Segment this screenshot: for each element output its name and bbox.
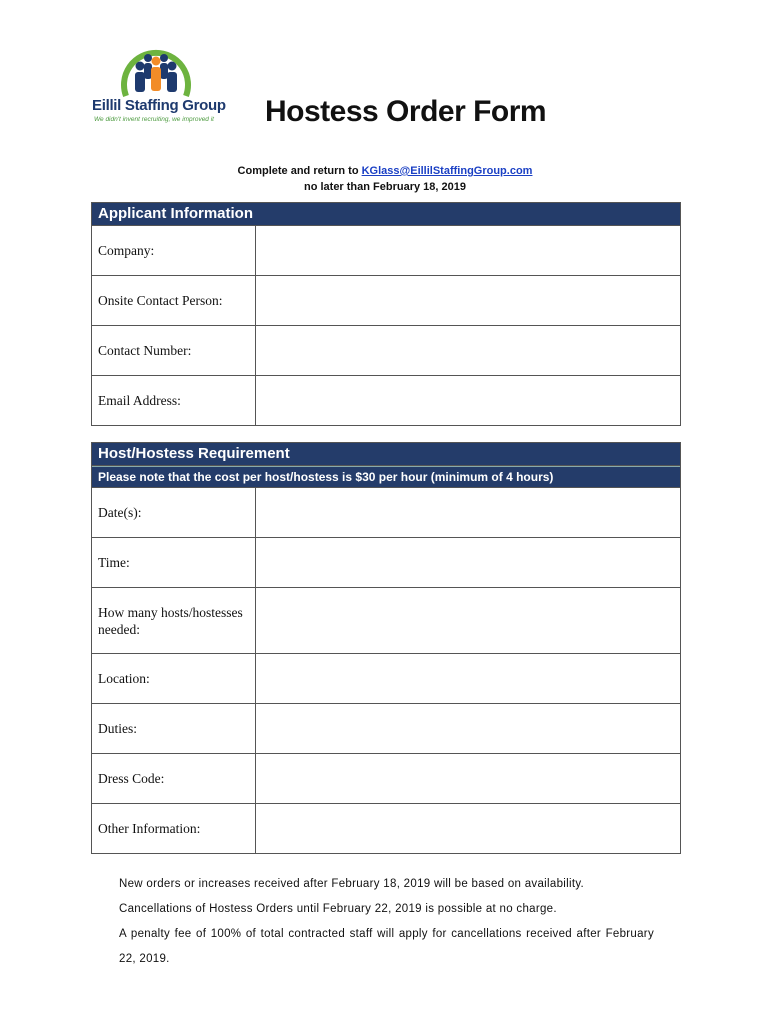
location-label: Location:	[92, 654, 256, 703]
logo-name: Eillil Staffing Group	[92, 97, 226, 114]
time-row	[92, 538, 680, 588]
applicant-heading: Applicant Information	[92, 203, 680, 226]
contact-person-row	[92, 276, 680, 326]
order-notes	[119, 872, 654, 972]
time-label: Time:	[92, 538, 256, 587]
dates-row	[92, 488, 680, 538]
company-row	[92, 226, 680, 276]
hosts-needed-field[interactable]	[256, 588, 680, 653]
note-cancellation: Cancellations of Hostess Orders until February 22, 2019 is possible at no charge.	[119, 903, 557, 915]
hosts-needed-label: How many hosts/hostesses needed:	[92, 588, 256, 653]
instructions-line-1	[0, 165, 770, 177]
duties-label: Duties:	[92, 704, 256, 753]
logo-tagline: We didn't invent recruiting, we improved it	[94, 116, 214, 123]
duties-field[interactable]	[256, 704, 680, 753]
duties-row	[92, 704, 680, 754]
email-address-row	[92, 376, 680, 426]
other-information-label: Other Information:	[92, 804, 256, 853]
email-address-field[interactable]	[256, 376, 680, 425]
company-logo	[82, 44, 230, 128]
note-availability: New orders or increases received after February 18, 2019 will be based on availability.	[119, 878, 585, 890]
hosts-needed-row	[92, 588, 680, 654]
host-requirement-section	[91, 442, 681, 854]
location-field[interactable]	[256, 654, 680, 703]
email-link[interactable]: KGlass@EillilStaffingGroup.com	[361, 165, 533, 177]
other-information-row	[92, 804, 680, 854]
location-row	[92, 654, 680, 704]
dress-code-field[interactable]	[256, 754, 680, 803]
contact-person-field[interactable]	[256, 276, 680, 325]
cost-note: Please note that the cost per host/hostess is $30 per hour (minimum of 4 hours)	[92, 466, 680, 488]
dates-field[interactable]	[256, 488, 680, 537]
applicant-information-section	[91, 202, 681, 426]
page-title: Hostess Order Form	[265, 95, 547, 128]
requirement-heading: Host/Hostess Requirement	[92, 443, 680, 466]
contact-number-field[interactable]	[256, 326, 680, 375]
contact-number-row	[92, 326, 680, 376]
instructions-prefix: Complete and return to	[237, 165, 362, 177]
other-information-field[interactable]	[256, 804, 680, 853]
contact-person-label: Onsite Contact Person:	[92, 276, 256, 325]
contact-number-label: Contact Number:	[92, 326, 256, 375]
dates-label: Date(s):	[92, 488, 256, 537]
company-field[interactable]	[256, 226, 680, 275]
time-field[interactable]	[256, 538, 680, 587]
instructions-deadline: no later than February 18, 2019	[303, 181, 466, 193]
company-label: Company:	[92, 226, 256, 275]
dress-code-label: Dress Code:	[92, 754, 256, 803]
dress-code-row	[92, 754, 680, 804]
note-penalty: A penalty fee of 100% of total contracted staff will apply for cancellations received after February 22, 2019.	[119, 928, 654, 965]
email-address-label: Email Address:	[92, 376, 256, 425]
